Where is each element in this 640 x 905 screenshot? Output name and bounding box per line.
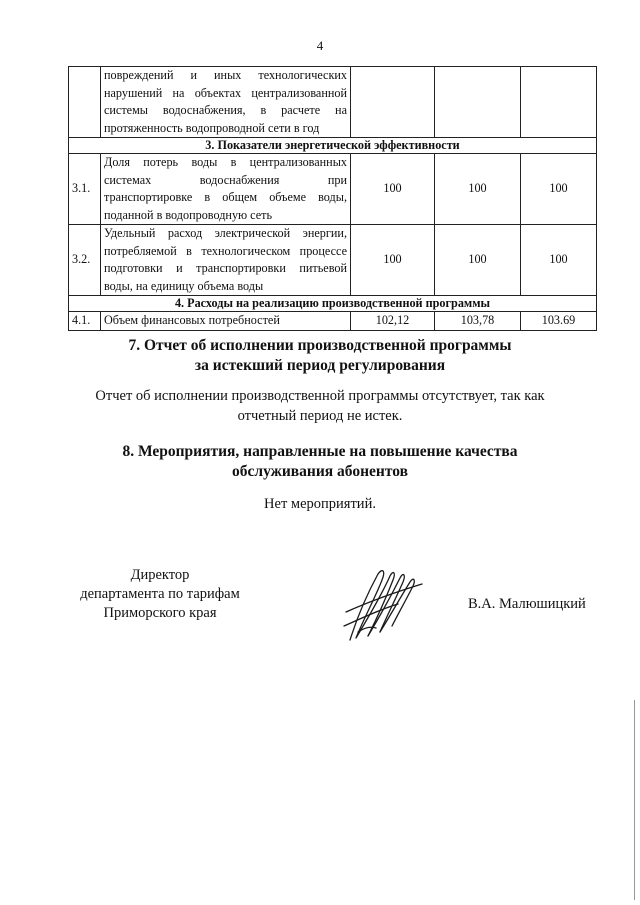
signatory-title-line: департамента по тарифам xyxy=(80,586,240,602)
indicators-table xyxy=(68,66,597,331)
table-cell-value: 100 xyxy=(435,225,521,296)
table-cell-value: 100 xyxy=(521,225,597,296)
signatory-name: В.А. Малюшицкий xyxy=(468,596,586,612)
table-cell-value xyxy=(521,67,597,138)
table-section-header xyxy=(69,296,597,312)
section4-title: 4. Расходы на реализацию производственной программы xyxy=(69,296,597,312)
table-cell-value: 103.69 xyxy=(521,312,597,331)
table-cell-value: 100 xyxy=(521,154,597,225)
table-cell-num: 3.1. xyxy=(69,154,101,225)
table-cell-value: 100 xyxy=(351,225,435,296)
section3-title: 3. Показатели энергетической эффективности xyxy=(69,138,597,154)
signatory-title xyxy=(60,566,260,623)
table-cell-description: Доля потерь воды в централизованных системах водоснабжения при транспортировке в общем объеме воды, поданной в водопроводную сеть xyxy=(101,154,351,225)
section7-heading-line1: 7. Отчет об исполнении производственной программы xyxy=(128,337,512,354)
table-cell-value: 100 xyxy=(435,154,521,225)
table-section-header xyxy=(69,138,597,154)
table-cell-num: 4.1. xyxy=(69,312,101,331)
table-cell-value xyxy=(435,67,521,138)
table-cell-value xyxy=(351,67,435,138)
table-cell-value: 102,12 xyxy=(351,312,435,331)
signatory-title-line: Директор xyxy=(130,567,190,583)
table-cell-description: Объем финансовых потребностей xyxy=(101,312,351,331)
table-row xyxy=(69,312,597,331)
section8-text: Нет мероприятий. xyxy=(264,496,376,512)
scan-edge-line xyxy=(634,700,635,900)
section7-heading-line2: за истекший период регулирования xyxy=(194,357,446,374)
signatory-title-line: Приморского края xyxy=(103,605,217,621)
table-row xyxy=(69,225,597,296)
table-cell-description: повреждений и иных технологических нарушений на объектах централизованной системы водоснабжения, в расчете на протяженность водопроводной сети в год xyxy=(101,67,351,138)
section7-text-line1: Отчет об исполнении производственной программы отсутствует, так как xyxy=(95,388,545,404)
table-row xyxy=(69,154,597,225)
table-cell-value: 103,78 xyxy=(435,312,521,331)
table-cell-description: Удельный расход электрической энергии, потребляемой в технологическом процессе подготовки и транспортировки питьевой воды, на единицу объема воды xyxy=(101,225,351,296)
table-cell-value: 100 xyxy=(351,154,435,225)
page-number: 4 xyxy=(316,38,324,53)
section8-heading-line2: обслуживания абонентов xyxy=(232,463,408,480)
section7-text-line2: отчетный период не истек. xyxy=(237,408,403,424)
section8-heading-line1: 8. Мероприятия, направленные на повышение качества xyxy=(122,443,518,460)
table-cell-num: 3.2. xyxy=(69,225,101,296)
handwritten-signature xyxy=(338,566,428,646)
table-row-continued xyxy=(69,67,597,138)
table-cell-num xyxy=(69,67,101,138)
